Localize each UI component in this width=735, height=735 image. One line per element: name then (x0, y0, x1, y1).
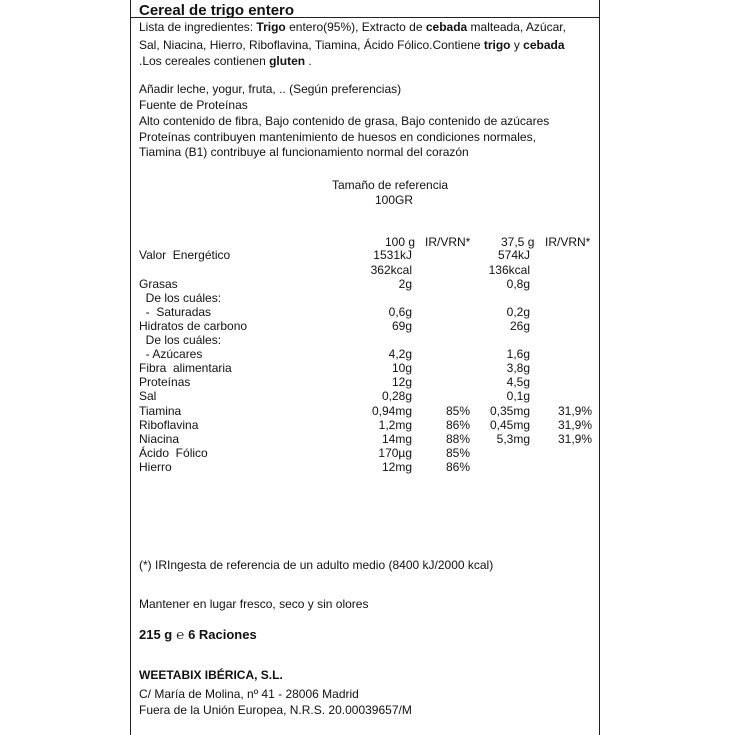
nutrient-value-portion: 0,45mg (489, 418, 530, 432)
nutrient-ir-100g: 86% (445, 460, 470, 474)
product-title: Cereal de trigo entero (139, 2, 295, 19)
nutrient-ir-100g: 86% (445, 418, 470, 432)
nutrient-value-100g: 0,94mg (371, 404, 412, 418)
nutrient-value-100g: 2g (398, 277, 412, 291)
nutrient-value-100g: 12g (391, 375, 412, 389)
ingredients-line-1: Lista de ingredientes: Trigo entero(95%), Extracto de cebada malteada, Azúcar, (139, 20, 566, 34)
nutrient-ir-portion: 31,9% (557, 404, 592, 418)
nutrient-name: Grasas (139, 277, 178, 291)
nutrient-name: - Azúcares (139, 347, 203, 361)
nutrient-value-portion: 0,2g (506, 305, 530, 319)
claim-thiamine-heart: Tiamina (B1) contribuye al funcionamiento normal del corazón (139, 145, 469, 159)
nutrient-name: De los cuáles: (139, 291, 222, 305)
net-weight: 215 g (139, 627, 173, 642)
company-address: C/ María de Molina, nº 41 - 28006 Madrid (139, 687, 359, 701)
nutrient-name: Hierro (139, 460, 172, 474)
title-divider (130, 17, 600, 18)
claim-fiber-fat-sugar: Alto contenido de fibra, Bajo contenido de grasa, Bajo contenido de azúcares (139, 114, 550, 128)
nutrient-value-100g: 0,28g (381, 389, 412, 403)
nutrient-value-portion: 26g (509, 319, 530, 333)
nutrient-value-portion: 5,3mg (496, 432, 530, 446)
company-registry: Fuera de la Unión Europea, N.R.S. 20.00039657/M (139, 703, 412, 717)
ingredients-line-2: Sal, Niacina, Hierro, Riboflavina, Tiamina, Ácido Fólico.Contiene trigo y cebada (139, 38, 565, 52)
claim-protein-bones: Proteínas contribuyen mantenimiento de huesos en condiciones normales, (139, 130, 536, 144)
nutrient-ir-portion: 31,9% (557, 432, 592, 446)
nutrient-value-portion: 574kJ (497, 248, 530, 262)
nutrient-ir-100g: 88% (445, 432, 470, 446)
nutrient-name: Ácido Fólico (139, 446, 208, 460)
nutrient-name: Valor Energético (139, 248, 231, 262)
nutrient-ir-100g: 85% (445, 404, 470, 418)
nutrient-value-100g: 170µg (378, 446, 412, 460)
nutrient-value-portion: 1,6g (506, 347, 530, 361)
nutrient-value-100g: 1531kJ (373, 248, 412, 262)
claim-protein-source: Fuente de Proteínas (139, 98, 248, 112)
claim-serving-suggestion: Añadir leche, yogur, fruta, .. (Según preferencias) (139, 82, 402, 96)
nutrient-value-100g: 10g (391, 361, 412, 375)
nutrient-value-portion: 0,35mg (489, 404, 530, 418)
nutrient-ir-portion: 31,9% (557, 418, 592, 432)
nutrient-value-100g: 14mg (381, 432, 412, 446)
nutrient-value-100g: 69g (391, 319, 412, 333)
company-name: WEETABIX IBÉRICA, S.L. (139, 668, 283, 682)
nutrient-value-portion: 0,8g (506, 277, 530, 291)
nutrient-value-portion: 4,5g (506, 375, 530, 389)
nutrient-name: Tiamina (139, 404, 182, 418)
col-header-100g: 100 g (385, 235, 416, 249)
col-header-100g-ir: IR/VRN* (425, 235, 471, 249)
nutrient-value-portion: 136kcal (488, 263, 530, 277)
nutrient-value-100g: 0,6g (388, 305, 412, 319)
nutrient-ir-100g: 85% (445, 446, 470, 460)
reference-label: Tamaño de referencia (332, 178, 449, 192)
nutrient-name: Sal (139, 389, 157, 403)
estimated-sign-icon: ℮ (176, 627, 185, 642)
servings: 6 Raciones (188, 627, 257, 642)
reference-value: 100GR (375, 193, 414, 207)
nutrient-value-100g: 4,2g (388, 347, 412, 361)
nutrient-name: Proteínas (139, 375, 191, 389)
col-header-portion-ir: IR/VRN* (545, 235, 591, 249)
nutrient-name: Niacina (139, 432, 180, 446)
footnote: (*) IRIngesta de referencia de un adulto medio (8400 kJ/2000 kcal) (139, 558, 494, 572)
nutrient-value-100g: 1,2mg (378, 418, 412, 432)
nutrient-name: - Saturadas (139, 305, 212, 319)
nutrient-value-100g: 362kcal (370, 263, 412, 277)
nutrient-value-portion: 0,1g (506, 389, 530, 403)
ingredients-line-3: .Los cereales contienen gluten . (139, 54, 312, 68)
nutrient-name: Hidratos de carbono (139, 319, 248, 333)
nutrient-name: Riboflavina (139, 418, 199, 432)
nutrient-value-portion: 3,8g (506, 361, 530, 375)
net-weight-line (139, 628, 257, 642)
nutrient-name: Fibra alimentaria (139, 361, 232, 375)
nutrient-name: De los cuáles: (139, 333, 222, 347)
col-header-portion: 37,5 g (501, 235, 535, 249)
storage-instructions: Mantener en lugar fresco, seco y sin olores (139, 597, 369, 611)
nutrient-value-100g: 12mg (381, 460, 412, 474)
